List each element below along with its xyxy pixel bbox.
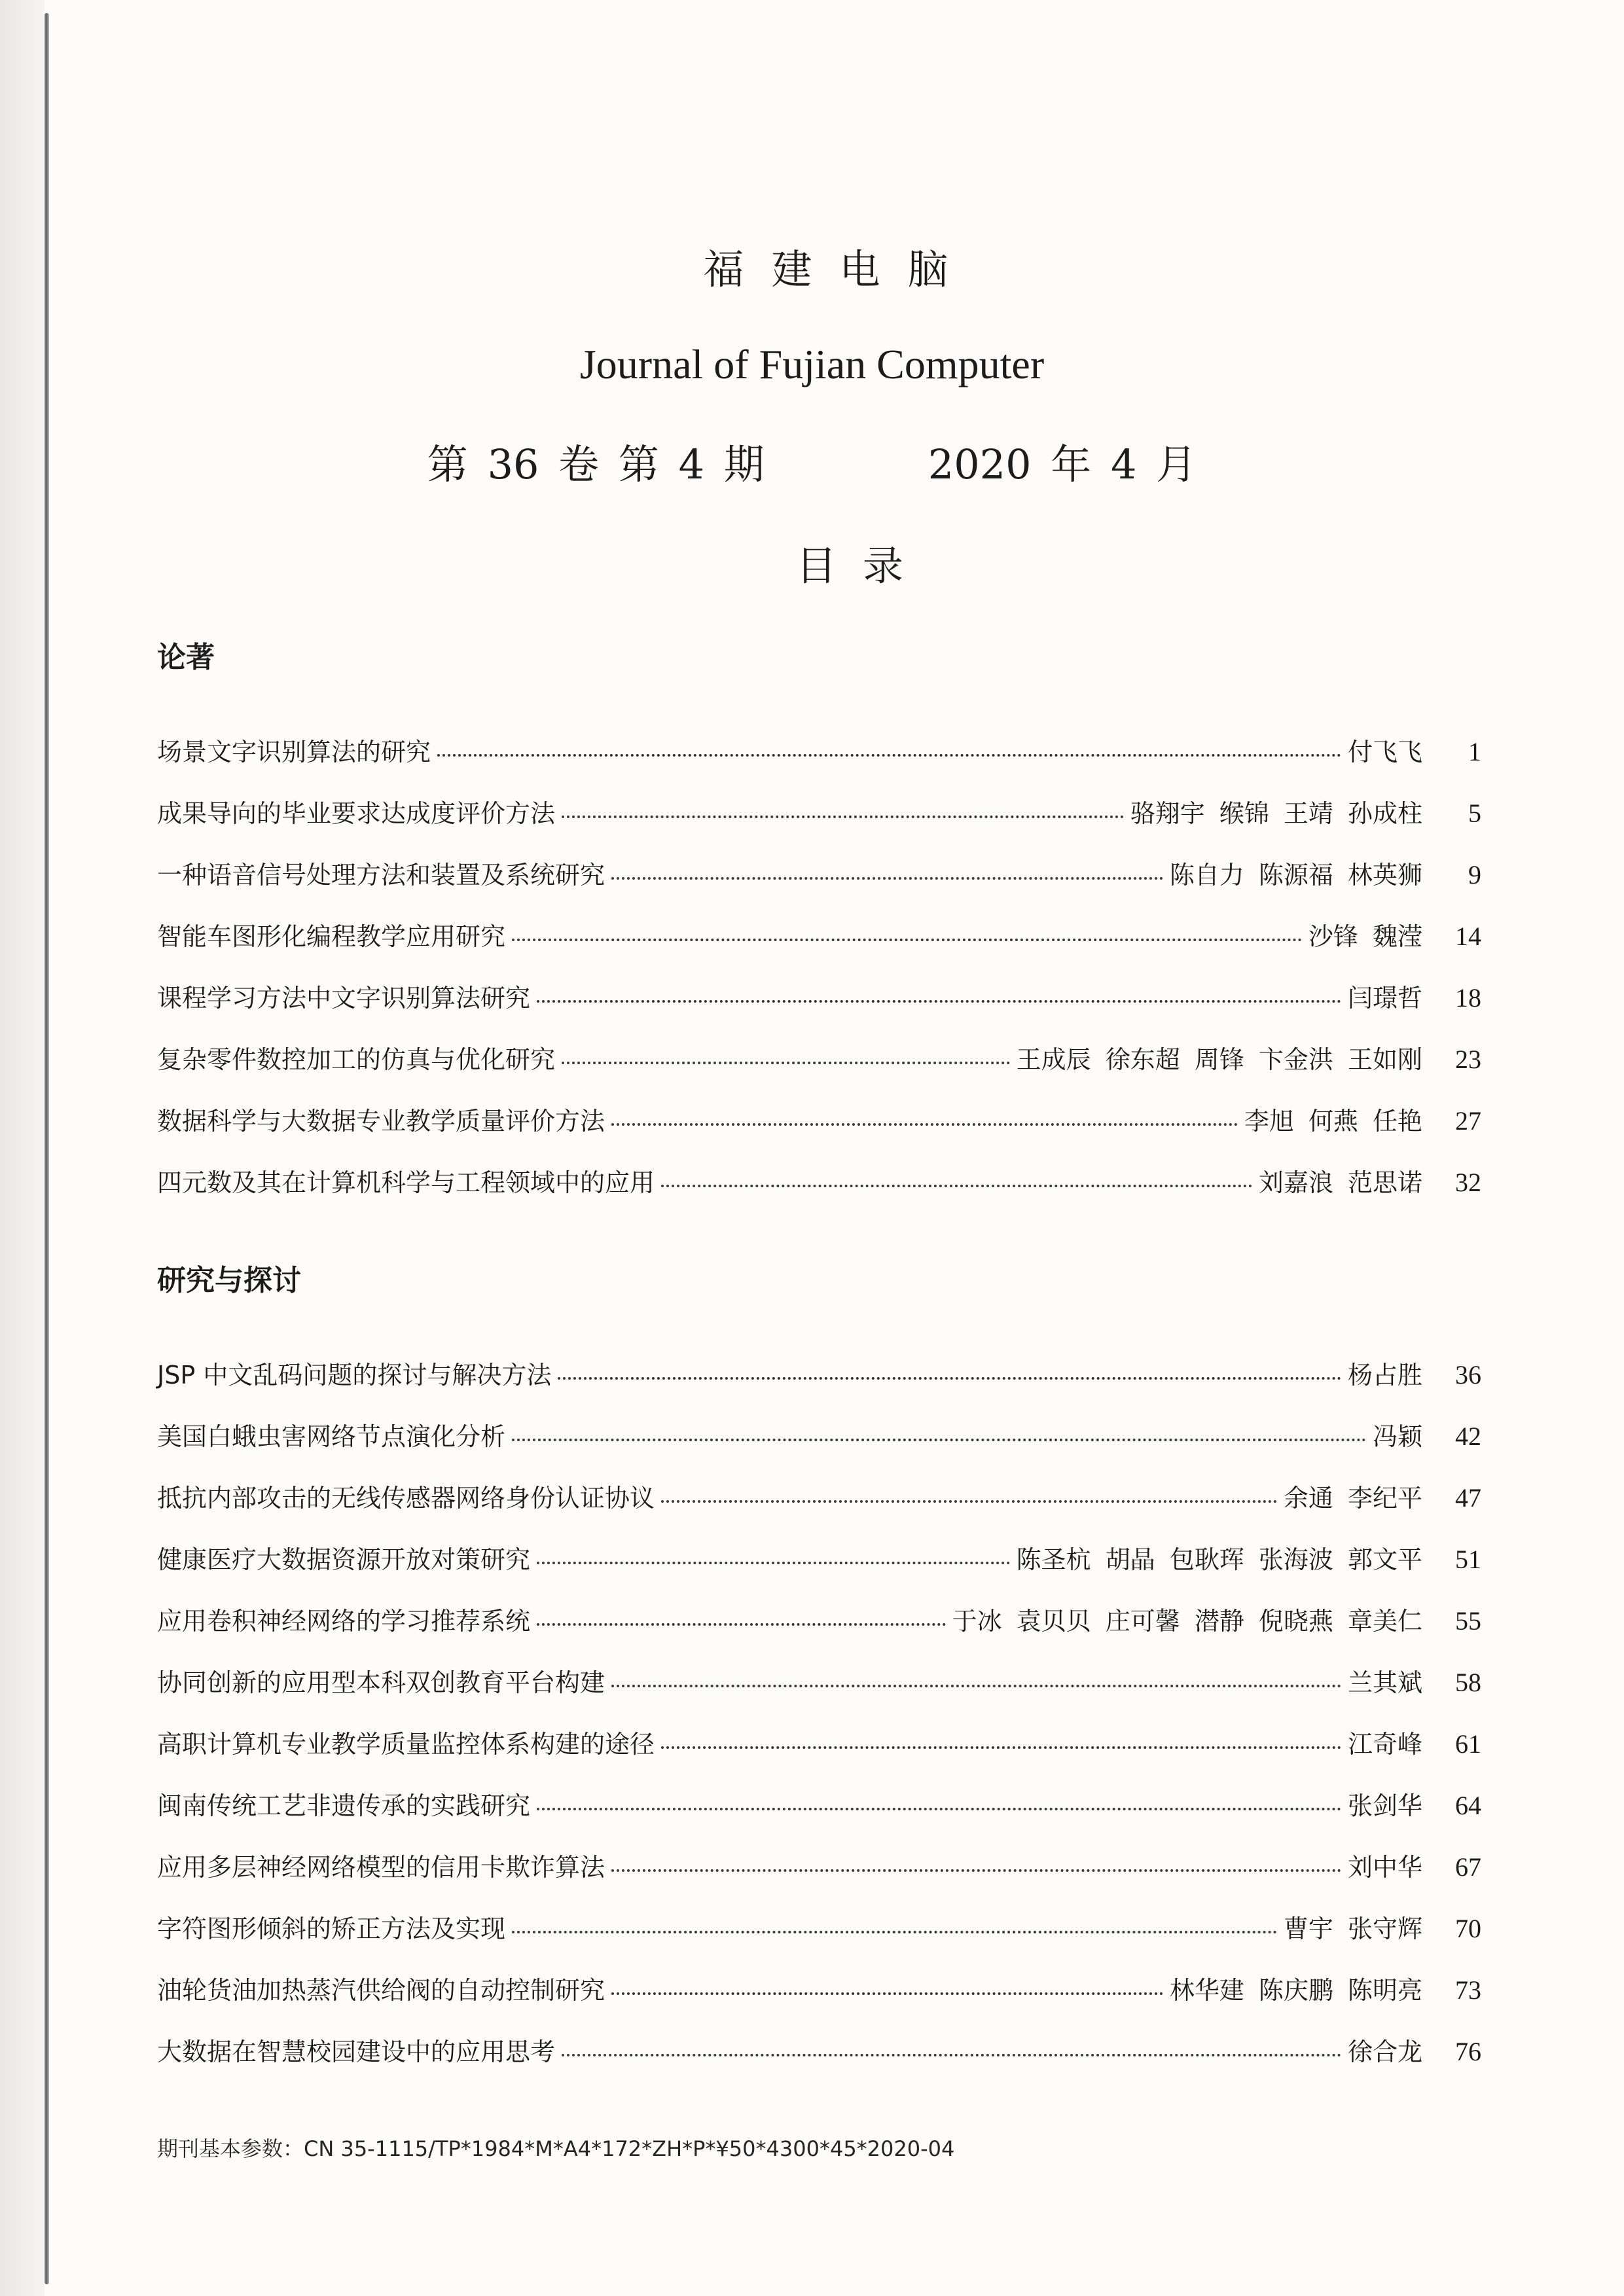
dot-leader — [437, 754, 1341, 757]
toc-entry — [157, 1101, 1481, 1162]
toc-entry — [157, 978, 1481, 1039]
entry-authors: 徐合龙 — [1347, 2037, 1422, 2066]
toc-list-lunzhu — [157, 732, 1481, 1224]
dot-leader — [537, 1562, 1010, 1564]
dot-leader — [661, 1746, 1341, 1749]
toc-entry — [157, 1478, 1481, 1539]
journal-title-en: Journal of Fujian Computer — [579, 341, 1045, 387]
entry-page-number: 76 — [1455, 2037, 1481, 2066]
dot-leader — [611, 1685, 1341, 1687]
entry-title: 应用多层神经网络模型的信用卡欺诈算法 — [157, 1853, 605, 1882]
entry-title: 智能车图形化编程教学应用研究 — [157, 922, 506, 951]
entry-authors: 杨占胜 — [1347, 1361, 1422, 1390]
entry-title: 成果导向的毕业要求达成度评价方法 — [157, 799, 556, 828]
entry-title: 四元数及其在计算机科学与工程领域中的应用 — [157, 1168, 655, 1197]
dot-leader — [512, 939, 1302, 941]
dot-leader — [611, 877, 1163, 880]
dot-leader — [611, 1992, 1163, 1995]
entry-authors: 刘嘉浪 范思诺 — [1258, 1168, 1422, 1197]
entry-title: 一种语音信号处理方法和装置及系统研究 — [157, 861, 605, 889]
entry-page-number: 18 — [1455, 983, 1481, 1013]
dot-leader — [562, 2054, 1341, 2056]
entry-authors: 余通 李纪平 — [1283, 1484, 1422, 1513]
entry-authors: 刘中华 — [1347, 1853, 1422, 1882]
entry-authors: 陈圣杭 胡晶 包耿珲 张海波 郭文平 — [1016, 1545, 1422, 1574]
dot-leader — [611, 1869, 1341, 1872]
toc-entry — [157, 1724, 1481, 1785]
entry-title: 健康医疗大数据资源开放对策研究 — [157, 1545, 531, 1574]
dot-leader — [661, 1185, 1252, 1187]
entry-page-number: 32 — [1455, 1168, 1481, 1197]
toc-entry — [157, 1039, 1481, 1101]
journal-parameters: 期刊基本参数：CN 35-1115/TP*1984*M*A4*172*ZH*P*¥50*4300*45*2020-04 — [157, 2136, 955, 2161]
dot-leader — [661, 1500, 1277, 1503]
entry-title: 美国白蛾虫害网络节点演化分析 — [157, 1422, 506, 1451]
entry-authors: 李旭 何燕 任艳 — [1244, 1107, 1422, 1136]
entry-title: 课程学习方法中文字识别算法研究 — [157, 984, 531, 1013]
entry-authors: 王成辰 徐东超 周锋 卞金洪 王如刚 — [1016, 1045, 1422, 1074]
entry-title: JSP 中文乱码问题的探讨与解决方法 — [157, 1361, 552, 1390]
toc-entry — [157, 1785, 1481, 1847]
entry-page-number: 9 — [1468, 860, 1481, 889]
dot-leader — [562, 1062, 1010, 1064]
entry-page-number: 36 — [1455, 1360, 1481, 1390]
toc-entry — [157, 732, 1481, 793]
entry-authors: 于冰 袁贝贝 庄可馨 潜静 倪晓燕 章美仁 — [952, 1607, 1422, 1636]
toc-heading: 目录 — [795, 542, 929, 590]
entry-page-number: 67 — [1455, 1852, 1481, 1882]
toc-entry — [157, 1909, 1481, 1970]
entry-title: 高职计算机专业教学质量监控体系构建的途径 — [157, 1730, 655, 1759]
journal-title-cn: 福建电脑 — [703, 245, 976, 293]
entry-title: 数据科学与大数据专业教学质量评价方法 — [157, 1107, 605, 1136]
issue-date: 2020 年 4 月 — [928, 440, 1197, 488]
entry-page-number: 55 — [1455, 1606, 1481, 1636]
toc-entry — [157, 1601, 1481, 1662]
entry-title: 应用卷积神经网络的学习推荐系统 — [157, 1607, 531, 1636]
entry-page-number: 1 — [1468, 737, 1481, 766]
entry-page-number: 5 — [1468, 798, 1481, 828]
dot-leader — [537, 1808, 1341, 1810]
dot-leader — [537, 1623, 946, 1626]
entry-authors: 林华建 陈庆鹏 陈明亮 — [1169, 1976, 1422, 2005]
entry-page-number: 51 — [1455, 1545, 1481, 1574]
entry-page-number: 14 — [1455, 922, 1481, 951]
entry-authors: 江奇峰 — [1347, 1730, 1422, 1759]
entry-authors: 冯颖 — [1372, 1422, 1422, 1451]
entry-authors: 曹宇 张守辉 — [1283, 1914, 1422, 1943]
toc-entry — [157, 1355, 1481, 1416]
entry-authors: 骆翔宇 缑锦 王靖 孙成柱 — [1130, 799, 1422, 828]
dot-leader — [512, 1439, 1366, 1441]
entry-authors: 付飞飞 — [1347, 738, 1422, 766]
dot-leader — [537, 1000, 1341, 1003]
entry-page-number: 23 — [1455, 1045, 1481, 1074]
toc-list-yanjiu — [157, 1355, 1481, 2093]
entry-page-number: 27 — [1455, 1106, 1481, 1136]
toc-entry — [157, 2032, 1481, 2093]
entry-authors: 闫璟哲 — [1347, 984, 1422, 1013]
toc-entry — [157, 1539, 1481, 1601]
toc-entry — [157, 1662, 1481, 1724]
entry-title: 协同创新的应用型本科双创教育平台构建 — [157, 1668, 605, 1697]
entry-page-number: 58 — [1455, 1668, 1481, 1697]
entry-title: 场景文字识别算法的研究 — [157, 738, 431, 766]
toc-entry — [157, 793, 1481, 855]
toc-entry — [157, 1416, 1481, 1478]
entry-page-number: 47 — [1455, 1483, 1481, 1513]
toc-entry — [157, 916, 1481, 978]
entry-authors: 张剑华 — [1347, 1791, 1422, 1820]
section-heading-lunzhu: 论著 — [157, 641, 215, 674]
entry-authors: 陈自力 陈源福 林英狮 — [1169, 861, 1422, 889]
section-heading-yanjiu: 研究与探讨 — [157, 1264, 301, 1297]
entry-page-number: 70 — [1455, 1914, 1481, 1943]
entry-title: 抵抗内部攻击的无线传感器网络身份认证协议 — [157, 1484, 655, 1513]
dot-leader — [611, 1123, 1238, 1126]
entry-page-number: 42 — [1455, 1422, 1481, 1451]
volume-issue: 第 36 卷 第 4 期 — [427, 440, 765, 488]
issue-line — [0, 432, 1624, 490]
entry-page-number: 64 — [1455, 1791, 1481, 1820]
entry-authors: 沙锋 魏滢 — [1308, 922, 1422, 951]
entry-title: 闽南传统工艺非遗传承的实践研究 — [157, 1791, 531, 1820]
toc-entry — [157, 855, 1481, 916]
toc-entry — [157, 1162, 1481, 1224]
entry-title: 油轮货油加热蒸汽供给阀的自动控制研究 — [157, 1976, 605, 2005]
entry-title: 大数据在智慧校园建设中的应用思考 — [157, 2037, 556, 2066]
dot-leader — [512, 1931, 1277, 1933]
toc-entry — [157, 1970, 1481, 2032]
entry-page-number: 61 — [1455, 1729, 1481, 1759]
dot-leader — [562, 816, 1124, 818]
dot-leader — [558, 1377, 1341, 1380]
entry-page-number: 73 — [1455, 1975, 1481, 2005]
entry-authors: 兰其斌 — [1347, 1668, 1422, 1697]
entry-title: 字符图形倾斜的矫正方法及实现 — [157, 1914, 506, 1943]
entry-title: 复杂零件数控加工的仿真与优化研究 — [157, 1045, 556, 1074]
toc-entry — [157, 1847, 1481, 1909]
